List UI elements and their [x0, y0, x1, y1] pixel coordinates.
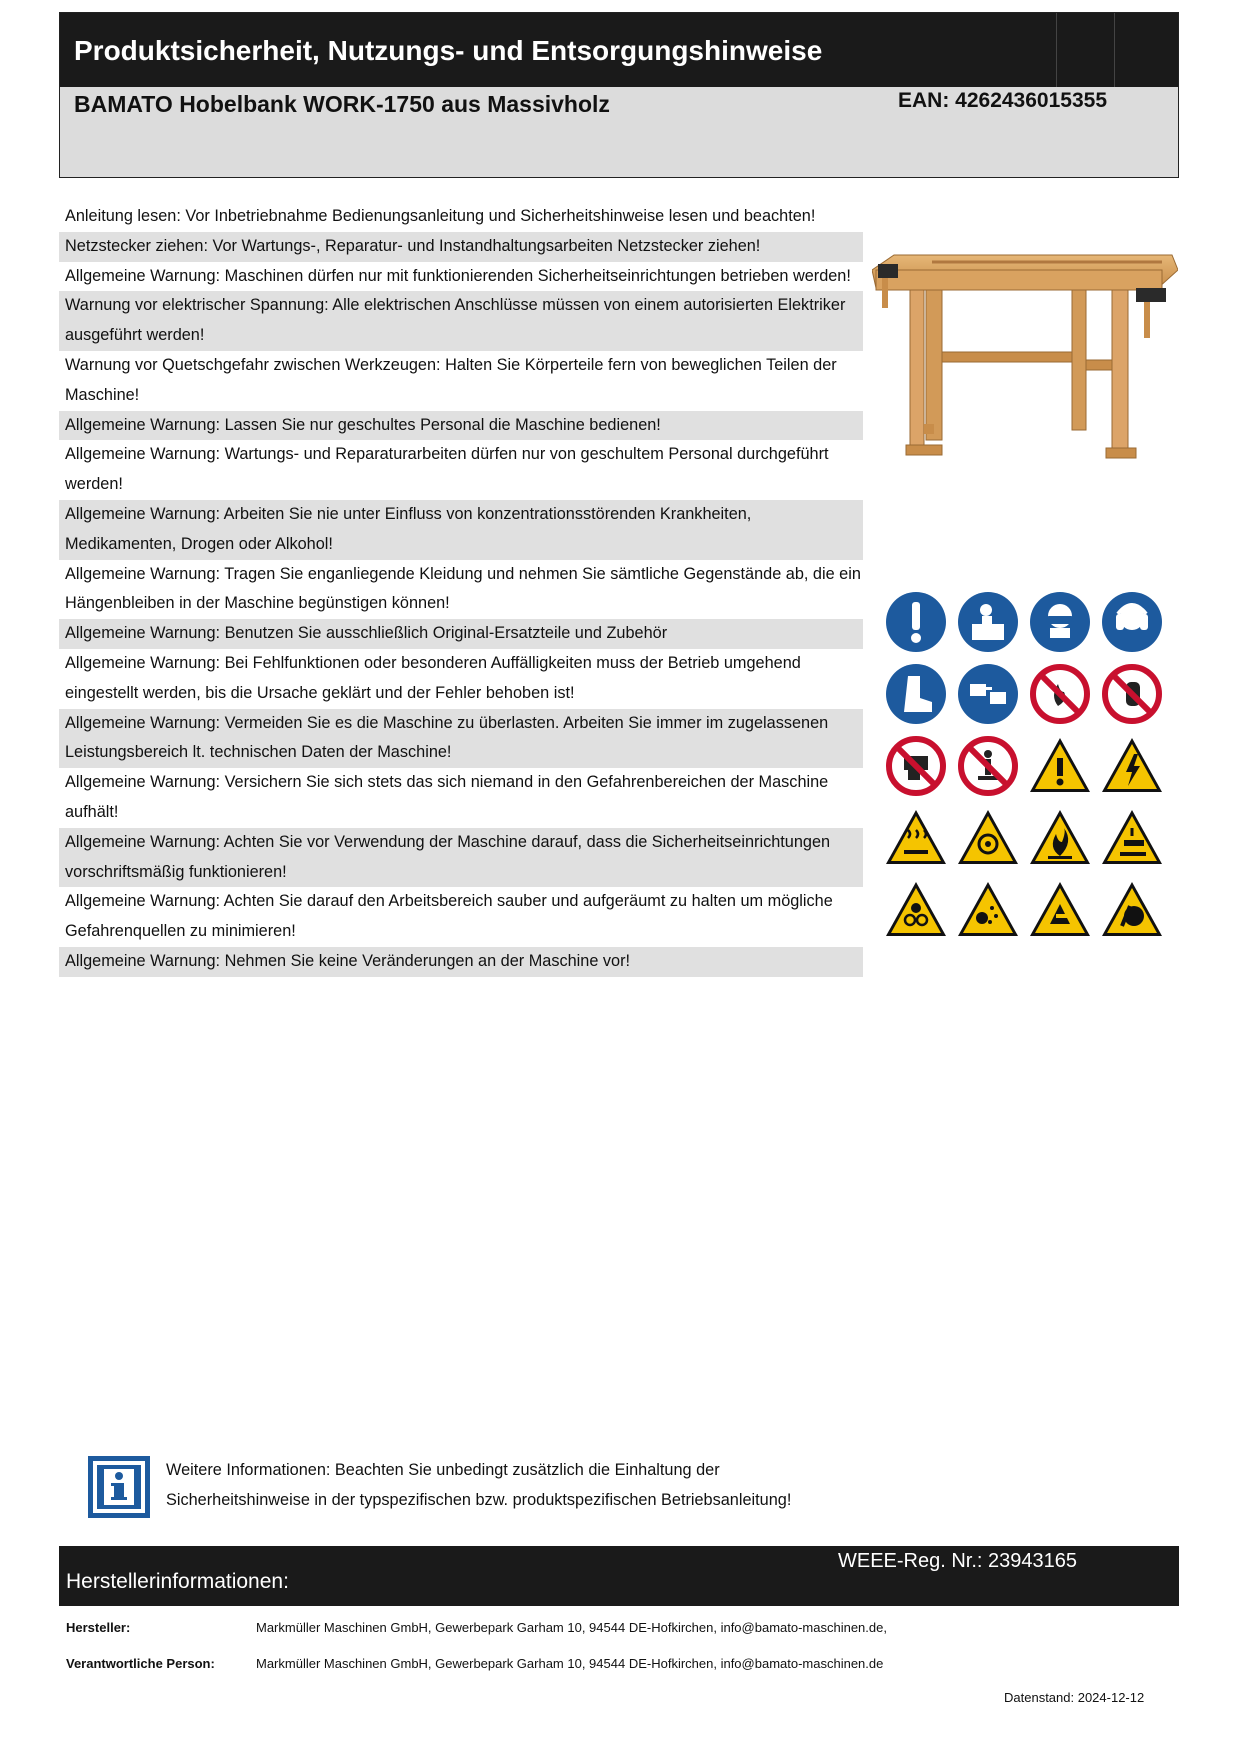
warning-row: Allgemeine Warnung: Achten Sie darauf den Arbeitsbereich sauber und aufgeräumt zu halten um mögliche Gefahrenquellen zu minimieren!: [65, 892, 833, 941]
weee-number: WEEE-Reg. Nr.: 23943165: [838, 1550, 1078, 1572]
hersteller-value: Markmüller Maschinen GmbH, Gewerbepark Garham 10, 94544 DE-Hofkirchen, info@bamato-maschinen.de,: [256, 1620, 887, 1635]
page-title: Produktsicherheit, Nutzungs- und Entsorgungshinweise: [74, 35, 823, 66]
do-not-touch-icon: [1100, 662, 1164, 726]
no-open-flame-icon: [1028, 662, 1092, 726]
manufacturer-heading: Herstellerinformationen:: [66, 1570, 289, 1593]
warning-row: Allgemeine Warnung: Lassen Sie nur geschultes Personal die Maschine bedienen!: [59, 411, 863, 441]
warning-row: Netzstecker ziehen: Vor Wartungs-, Reparatur- und Instandhaltungsarbeiten Netzstecker ziehen!: [59, 232, 863, 262]
cutting-blade-icon: [1100, 878, 1164, 942]
warnings-list: [59, 202, 863, 977]
person-value: Markmüller Maschinen GmbH, Gewerbepark Garham 10, 94544 DE-Hofkirchen, info@bamato-maschinen.de: [256, 1656, 884, 1671]
eye-protection-icon: [1028, 590, 1092, 654]
warning-row: Anleitung lesen: Vor Inbetriebnahme Bedienungsanleitung und Sicherheitshinweise lesen und beachten!: [65, 207, 816, 225]
header-box: [1114, 13, 1180, 87]
read-manual-icon: [956, 590, 1020, 654]
entanglement-icon: [884, 878, 948, 942]
warning-row: Allgemeine Warnung: Arbeiten Sie nie unter Einfluss von konzentrationsstörenden Krankheiten, Medikamenten, Drogen oder Alkohol!: [59, 500, 863, 560]
warning-row: Allgemeine Warnung: Bei Fehlfunktionen oder besonderen Auffälligkeiten muss der Betrieb umgehend eingestellt werden, bis die Ursache geklärt und der Fehler behoben ist!: [65, 653, 801, 702]
product-name: BAMATO Hobelbank WORK-1750 aus Massivholz: [74, 91, 610, 117]
warning-row: Allgemeine Warnung: Versichern Sie sich stets das sich niemand in den Gefahrenbereichen der Maschine aufhält!: [65, 773, 829, 821]
data-date: Datenstand: 2024-12-12: [1004, 1690, 1145, 1705]
warning-row: Warnung vor Quetschgefahr zwischen Werkzeugen: Halten Sie Körperteile fern von beweglichen Teilen der Maschine!: [65, 355, 837, 404]
hand-crush-icon: [1100, 806, 1164, 870]
header-title-bar: [60, 13, 1178, 87]
warning-row: Allgemeine Warnung: Maschinen dürfen nur mit funktionierenden Sicherheitseinrichtungen betrieben werden!: [65, 266, 851, 285]
warning-row: Allgemeine Warnung: Vermeiden Sie es die Maschine zu überlasten. Arbeiten Sie immer im zugelassenen Leistungsbereich lt. technischen Daten der Maschine!: [59, 709, 863, 769]
warning-row: Allgemeine Warnung: Nehmen Sie keine Veränderungen an der Maschine vor!: [59, 947, 863, 977]
hot-surface-icon: [884, 806, 948, 870]
document-header: [59, 12, 1179, 178]
electrical-voltage-icon: [1100, 734, 1164, 798]
flying-particles-icon: [956, 878, 1020, 942]
info-text: [166, 1456, 926, 1516]
warning-row: Allgemeine Warnung: Benutzen Sie ausschließlich Original-Ersatzteile und Zubehör: [59, 619, 863, 649]
person-label: Verantwortliche Person:: [66, 1656, 215, 1671]
disconnect-plug-icon: [956, 662, 1020, 726]
general-mandatory-icon: [884, 590, 948, 654]
workbench-image: [872, 240, 1178, 460]
no-unauthorized-persons-icon: [956, 734, 1020, 798]
info-line: Sicherheitshinweise in der typspezifischen bzw. produktspezifischen Betriebsanleitung!: [166, 1490, 792, 1509]
safety-signs-grid: [884, 590, 1168, 950]
information-icon: [88, 1456, 150, 1518]
warning-row: Allgemeine Warnung: Achten Sie vor Verwendung der Maschine darauf, dass die Sicherheitseinrichtungen vorschriftsmäßig funktionieren!: [59, 828, 863, 888]
hersteller-label: Hersteller:: [66, 1620, 131, 1635]
general-warning-icon: [1028, 734, 1092, 798]
manufacturer-bar: [59, 1546, 1179, 1606]
warning-row: Allgemeine Warnung: Wartungs- und Reparaturarbeiten dürfen nur von geschultem Personal durchgeführt werden!: [65, 445, 829, 494]
pinch-point-icon: [1028, 878, 1092, 942]
warning-row: Warnung vor elektrischer Spannung: Alle elektrischen Anschlüsse müssen von einem autorisierten Elektriker ausgeführt werden!: [59, 291, 863, 351]
ear-protection-icon: [1100, 590, 1164, 654]
info-line: Weitere Informationen: Beachten Sie unbedingt zusätzlich die Einhaltung der: [166, 1461, 720, 1479]
flammable-icon: [1028, 806, 1092, 870]
warning-row: Allgemeine Warnung: Tragen Sie enganliegende Kleidung und nehmen Sie sämtliche Gegenstände ab, die ein Hängenbleiben in der Maschine begünstigen können!: [65, 564, 861, 613]
ean-number: EAN: 4262436015355: [898, 89, 1107, 112]
header-box: [1056, 13, 1114, 87]
no-reaching-in-icon: [884, 734, 948, 798]
rotating-parts-icon: [956, 806, 1020, 870]
safety-boots-icon: [884, 662, 948, 726]
